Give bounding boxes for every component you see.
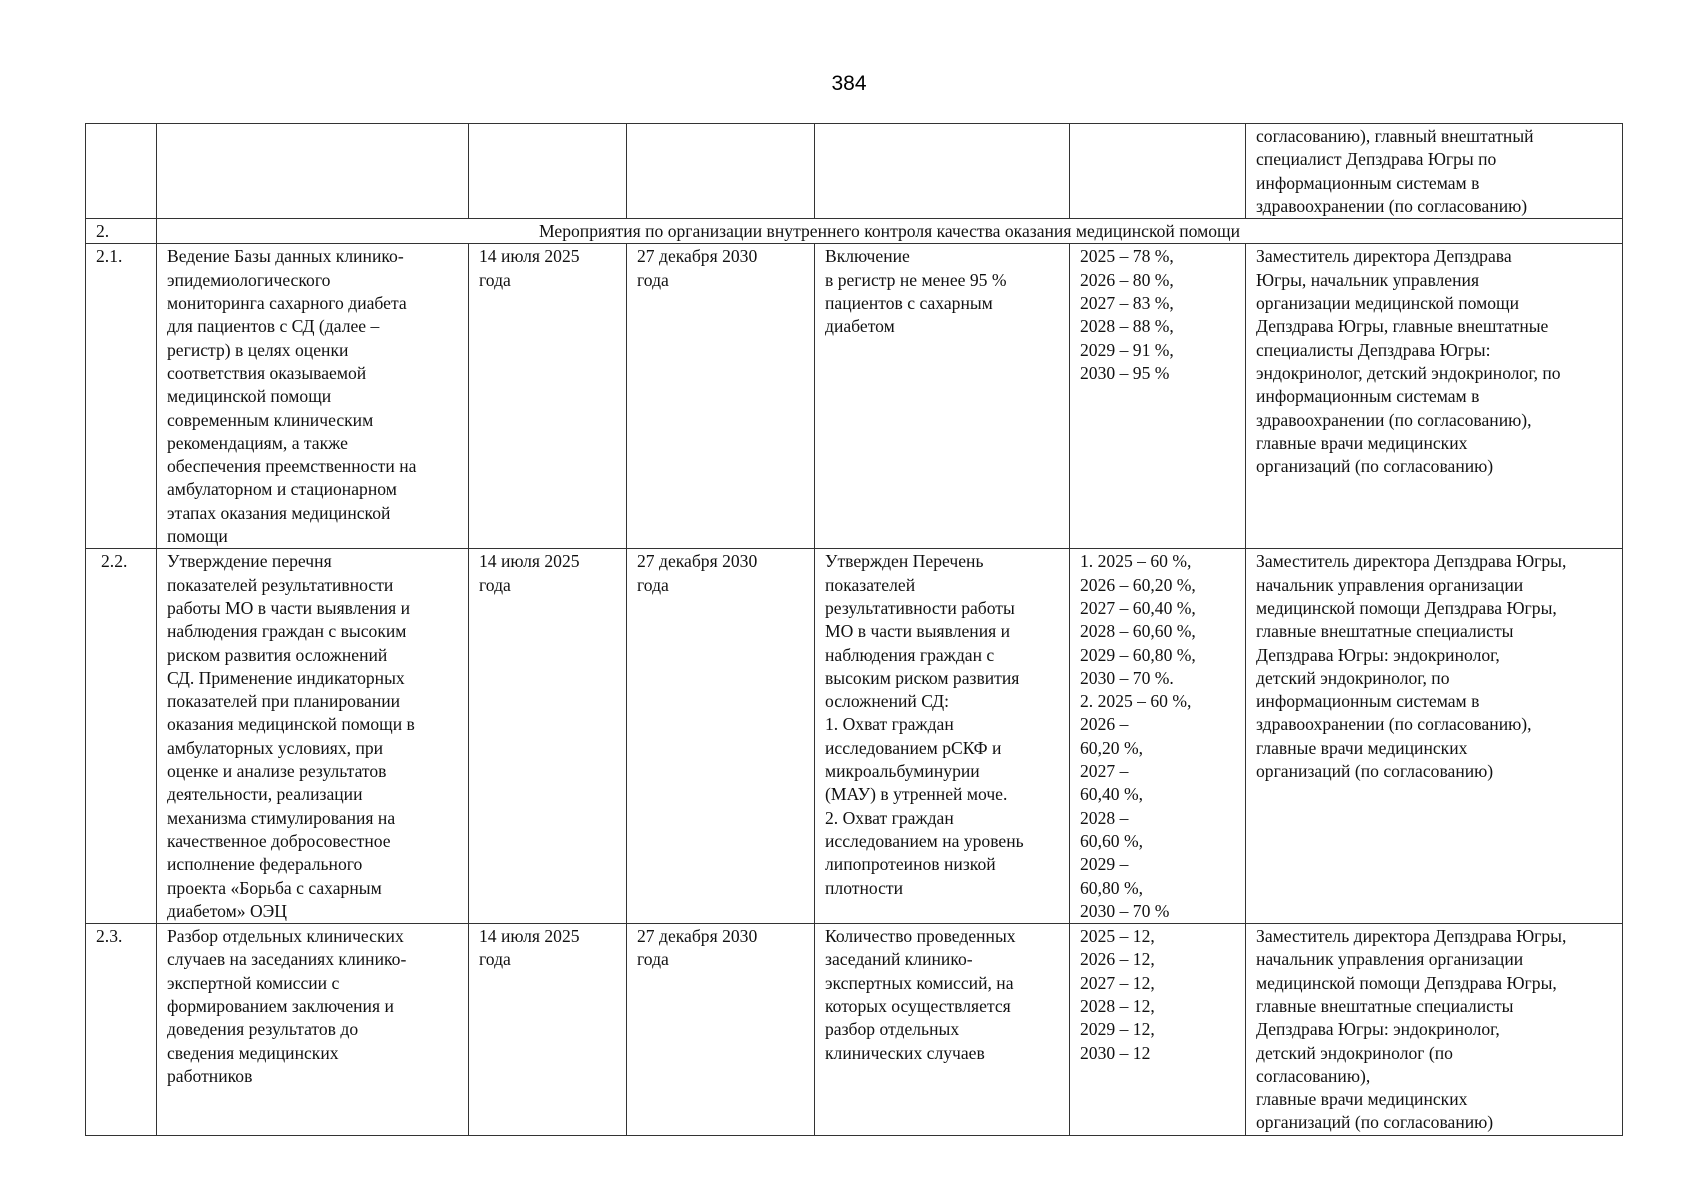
cell-result: Количество проведенных заседаний клинико- экспертных комиссий, на которых осуществляется разбор отдельных клинических случаев (815, 924, 1070, 1136)
table-row-continuation (86, 124, 1623, 219)
cell-indicators: 1. 2025 – 60 %, 2026 – 60,20 %, 2027 – 60,40 %, 2028 – 60,60 %, 2029 – 60,80 %, 2030 – 70 %. 2. 2025 – 60 %, 2026 – 60,20 %, 2027 – 60,40 %, 2028 – 60,60 %, 2029 – 60,80 %, 2030 – 70 % (1070, 549, 1246, 924)
cell-indicators: 2025 – 78 %, 2026 – 80 %, 2027 – 83 %, 2028 – 88 %, 2029 – 91 %, 2030 – 95 % (1070, 244, 1246, 549)
cell-indicators (1070, 124, 1246, 219)
cell-num: 2.1. (86, 244, 157, 549)
cell-end (627, 124, 815, 219)
section-row (86, 219, 1623, 244)
cell-start: 14 июля 2025 года (469, 244, 627, 549)
cell-responsible: согласованию), главный внештатный специалист Депздрава Югры по информационным системам в здравоохранении (по согласованию) (1246, 124, 1623, 219)
cell-responsible: Заместитель директора Депздрава Югры, начальник управления организации медицинской помощи Депздрава Югры, главные внештатные специалисты Депздрава Югры: эндокринолог, детский эндокринолог, по информационным системам в здравоохранении (по согласованию), главные врачи медицинских организаций (по согласованию) (1246, 549, 1623, 924)
cell-responsible: Заместитель директора Депздрава Югры, начальник управления организации медицинской помощи Депздрава Югры, главные внештатные специалисты Депздрава Югры: эндокринолог, детский эндокринолог (по согласованию), главные врачи медицинских организаций (по согласованию) (1246, 924, 1623, 1136)
cell-responsible: Заместитель директора Депздрава Югры, начальник управления организации медицинской помощи Депздрава Югры, главные внештатные специалисты Депздрава Югры: эндокринолог, детский эндокринолог, по информационным системам в здравоохранении (по согласованию), главные врачи медицинских организаций (по согласованию) (1246, 244, 1623, 549)
cell-end: 27 декабря 2030 года (627, 549, 815, 924)
cell-start: 14 июля 2025 года (469, 549, 627, 924)
page-number: 384 (831, 72, 867, 95)
measures-table (85, 123, 1623, 1136)
cell-activity (157, 124, 469, 219)
section-number: 2. (86, 219, 157, 244)
cell-start: 14 июля 2025 года (469, 924, 627, 1136)
cell-num: 2.3. (86, 924, 157, 1136)
cell-activity: Ведение Базы данных клинико- эпидемиологического мониторинга сахарного диабета для пациентов с СД (далее – регистр) в целях оценки соответствия оказываемой медицинской помощи современным клиническим рекомендациям, а также обеспечения преемственности на амбулаторном и стационарном этапах оказания медицинской помощи (157, 244, 469, 549)
cell-result: Утвержден Перечень показателей результативности работы МО в части выявления и наблюдения граждан с высоким риском развития осложнений СД: 1. Охват граждан исследованием рСКФ и микроальбуминурии (МАУ) в утренней моче. 2. Охват граждан исследованием на уровень липопротеинов низкой плотности (815, 549, 1070, 924)
cell-indicators: 2025 – 12, 2026 – 12, 2027 – 12, 2028 – 12, 2029 – 12, 2030 – 12 (1070, 924, 1246, 1136)
cell-activity: Разбор отдельных клинических случаев на заседаниях клинико- экспертной комиссии с формированием заключения и доведения результатов до сведения медицинских работников (157, 924, 469, 1136)
table-row (86, 244, 1623, 549)
cell-num (86, 124, 157, 219)
cell-result (815, 124, 1070, 219)
cell-end: 27 декабря 2030 года (627, 244, 815, 549)
cell-end: 27 декабря 2030 года (627, 924, 815, 1136)
cell-start (469, 124, 627, 219)
cell-num: 2.2. (86, 549, 157, 924)
table-row (86, 549, 1623, 924)
table-row (86, 924, 1623, 1136)
cell-result: Включение в регистр не менее 95 % пациентов с сахарным диабетом (815, 244, 1070, 549)
cell-activity: Утверждение перечня показателей результативности работы МО в части выявления и наблюдения граждан с высоким риском развития осложнений СД. Применение индикаторных показателей при планировании оказания медицинской помощи в амбулаторных условиях, при оценке и анализе результатов деятельности, реализации механизма стимулирования на качественное добросовестное исполнение федерального проекта «Борьба с сахарным диабетом» ОЭЦ (157, 549, 469, 924)
section-title: Мероприятия по организации внутреннего контроля качества оказания медицинской помощи (157, 219, 1623, 244)
